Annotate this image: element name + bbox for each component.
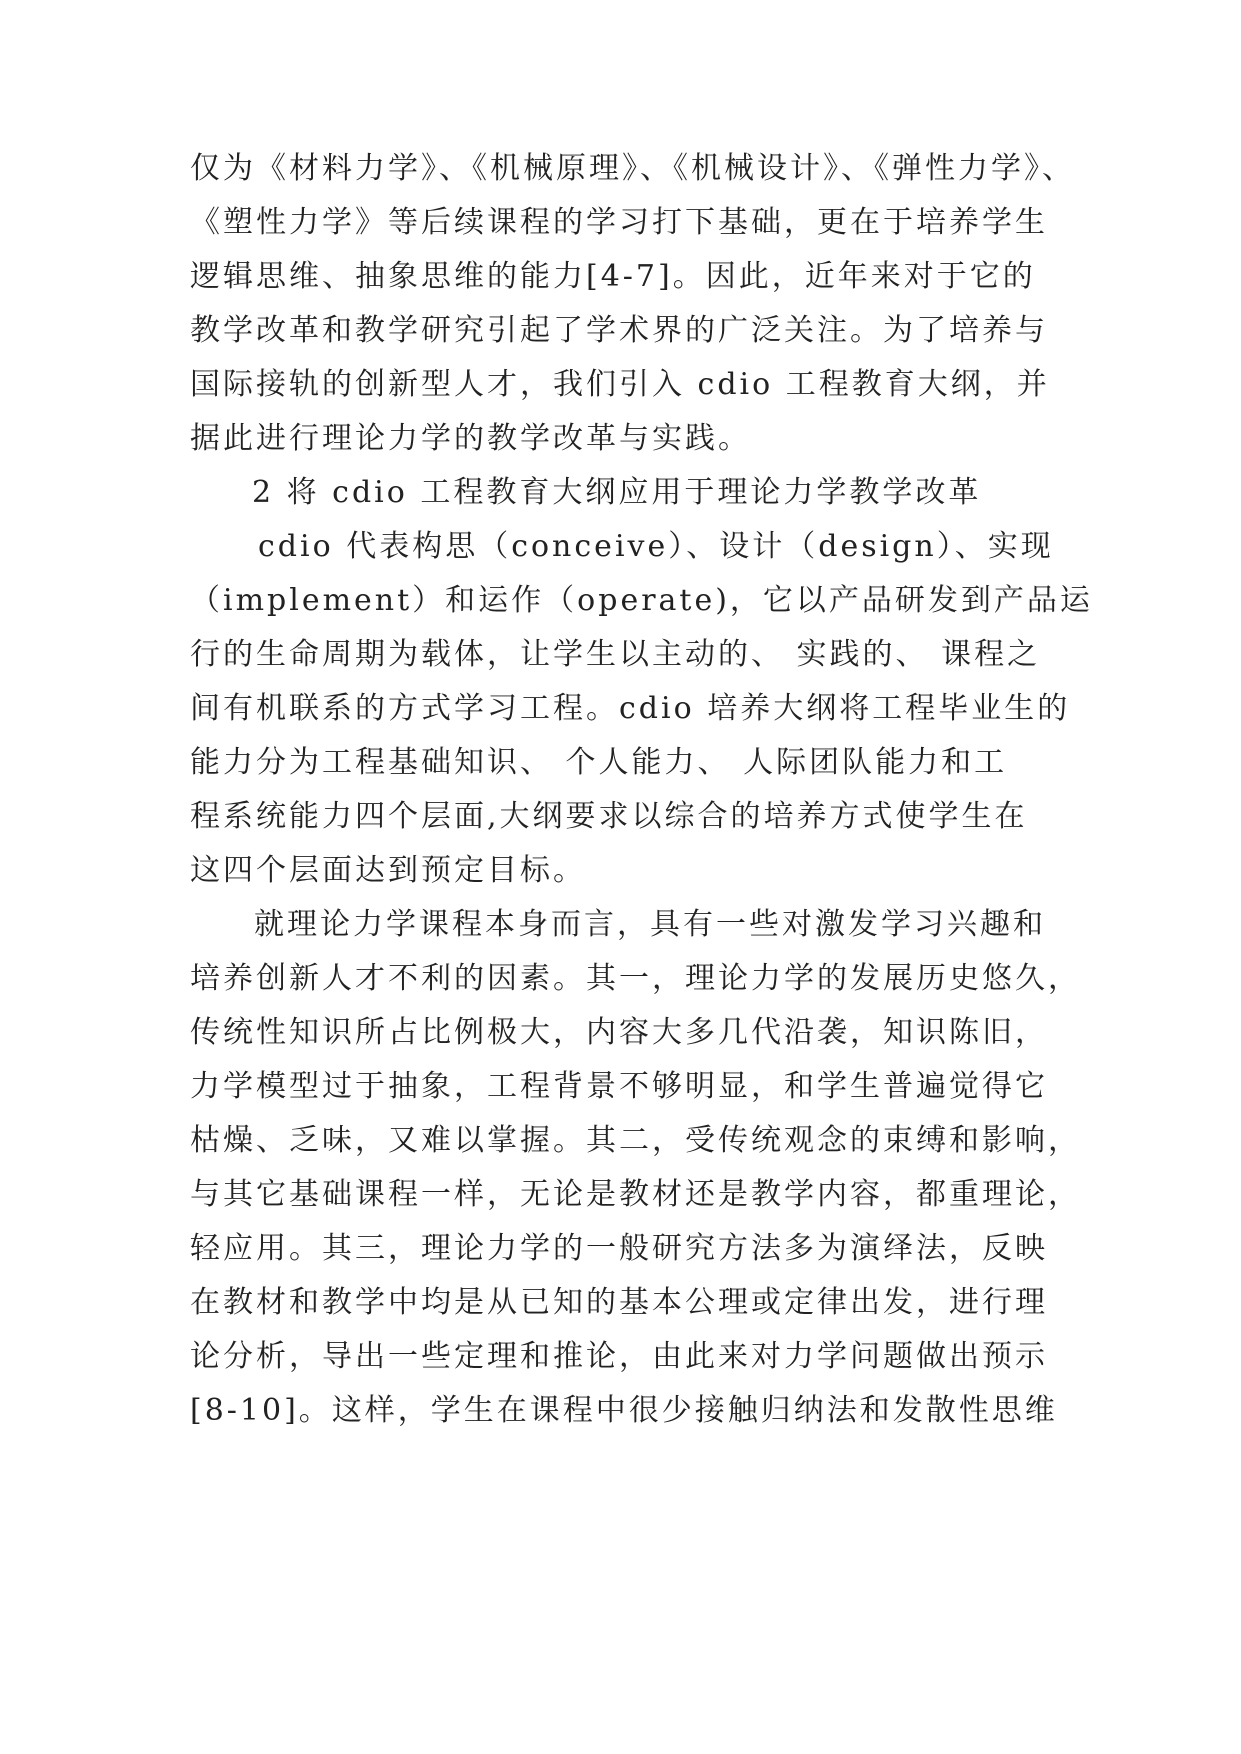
text-line-5: 国际接轨的创新型人才，我们引入 cdio 工程教育大纲，并 [190,367,1050,402]
text-line-9: （implement）和运作（operate)，它以产品研发到产品运 [190,583,1093,618]
text-line-18: 力学模型过于抽象，工程背景不够明显，和学生普遍觉得它 [190,1069,1048,1104]
text-line-11: 间有机联系的方式学习工程。cdio 培养大纲将工程毕业生的 [190,691,1071,726]
text-line-21: 轻应用。其三，理论力学的一般研究方法多为演绎法，反映 [190,1231,1048,1266]
text-line-17: 传统性知识所占比例极大，内容大多几代沿袭，知识陈旧， [190,1015,1048,1050]
text-line-6: 据此进行理论力学的教学改革与实践。 [190,421,751,456]
text-line-14: 这四个层面达到预定目标。 [190,853,586,888]
text-line-4: 教学改革和教学研究引起了学术界的广泛关注。为了培养与 [190,313,1048,348]
text-line-3: 逻辑思维、抽象思维的能力[4-7]。因此，近年来对于它的 [190,259,1036,294]
text-line-2: 《塑性力学》等后续课程的学习打下基础，更在于培养学生 [190,205,1048,240]
text-line-24: [8-10]。这样，学生在课程中很少接触归纳法和发散性思维 [190,1393,1058,1428]
text-line-15: 就理论力学课程本身而言，具有一些对激发学习兴趣和 [254,907,1046,942]
text-line-22: 在教材和教学中均是从已知的基本公理或定律出发，进行理 [190,1285,1048,1320]
text-line-8: cdio 代表构思（conceive）、设计（design）、实现 [258,529,1054,564]
text-line-23: 论分析，导出一些定理和推论，由此来对力学问题做出预示 [190,1339,1048,1374]
text-line-1: 仅为《材料力学》、《机械原理》、《机械设计》、《弹性力学》、 [190,151,1075,186]
text-line-10: 行的生命周期为载体，让学生以主动的、 实践的、 课程之 [190,637,1041,672]
section-heading: 2 将 cdio 工程教育大纲应用于理论力学教学改革 [252,475,982,510]
text-line-12: 能力分为工程基础知识、 个人能力、 人际团队能力和工 [190,745,1008,780]
text-line-16: 培养创新人才不利的因素。其一，理论力学的发展历史悠久， [190,961,1081,996]
text-line-13: 程系统能力四个层面,大纲要求以综合的培养方式使学生在 [190,799,1028,834]
text-line-19: 枯燥、乏味，又难以掌握。其二，受传统观念的束缚和影响， [190,1123,1081,1158]
text-line-20: 与其它基础课程一样，无论是教材还是教学内容，都重理论， [190,1177,1081,1212]
